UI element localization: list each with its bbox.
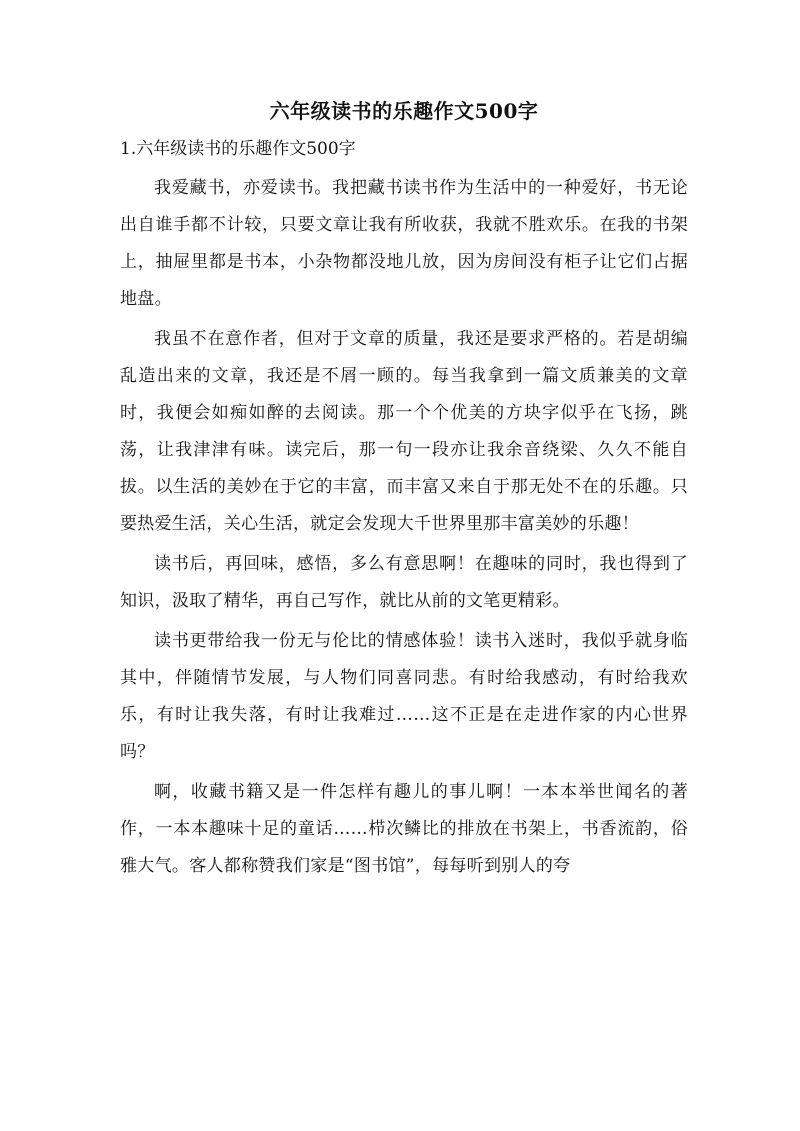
document-title: 六年级读书的乐趣作文500字 — [269, 99, 539, 123]
paragraph-1: 我爱藏书，亦爱读书。我把藏书读书作为生活中的一种爱好，书无论出自谁手都不计较，只要文章让我有所收获，我就不胜欢乐。在我的书架上，抽屉里都是书本，小杂物都没地儿放，因为房间没有柜子让它们占据地盘。 — [120, 178, 688, 309]
paragraph-5: 啊，收藏书籍又是一件怎样有趣儿的事儿啊！一本本举世闻名的著作，一本本趣味十足的童话……栉次鳞比的排放在书架上，书香流韵，俗雅大气。客人都称赞我们家是“图书馆”，每每听到别人的夸 — [120, 782, 688, 876]
paragraph-3: 读书后，再回味，感悟，多么有意思啊！在趣味的同时，我也得到了知识，汲取了精华，再自己写作，就比从前的文笔更精彩。 — [120, 554, 688, 611]
paragraph-2: 我虽不在意作者，但对于文章的质量，我还是要求严格的。若是胡编乱造出来的文章，我还是不屑一顾的。每当我拿到一篇文质兼美的文章时，我便会如痴如醉的去阅读。那一个个优美的方块字似乎在飞扬，跳荡，让我津津有味。读完后，那一句一段亦让我余音绕梁、久久不能自拔。以生活的美妙在于它的丰富，而丰富又来自于那无处不在的乐趣。只要热爱生活，关心生活，就定会发现大千世界里那丰富美妙的乐趣！ — [120, 329, 688, 534]
paragraph-4: 读书更带给我一份无与伦比的情感体验！读书入迷时，我似乎就身临其中，伴随情节发展，与人物们同喜同悲。有时给我感动，有时给我欢乐，有时让我失落，有时让我难过……这不正是在走进作家的内心世界吗？ — [120, 631, 688, 762]
section-heading: 1.六年级读书的乐趣作文500字 — [120, 139, 356, 159]
